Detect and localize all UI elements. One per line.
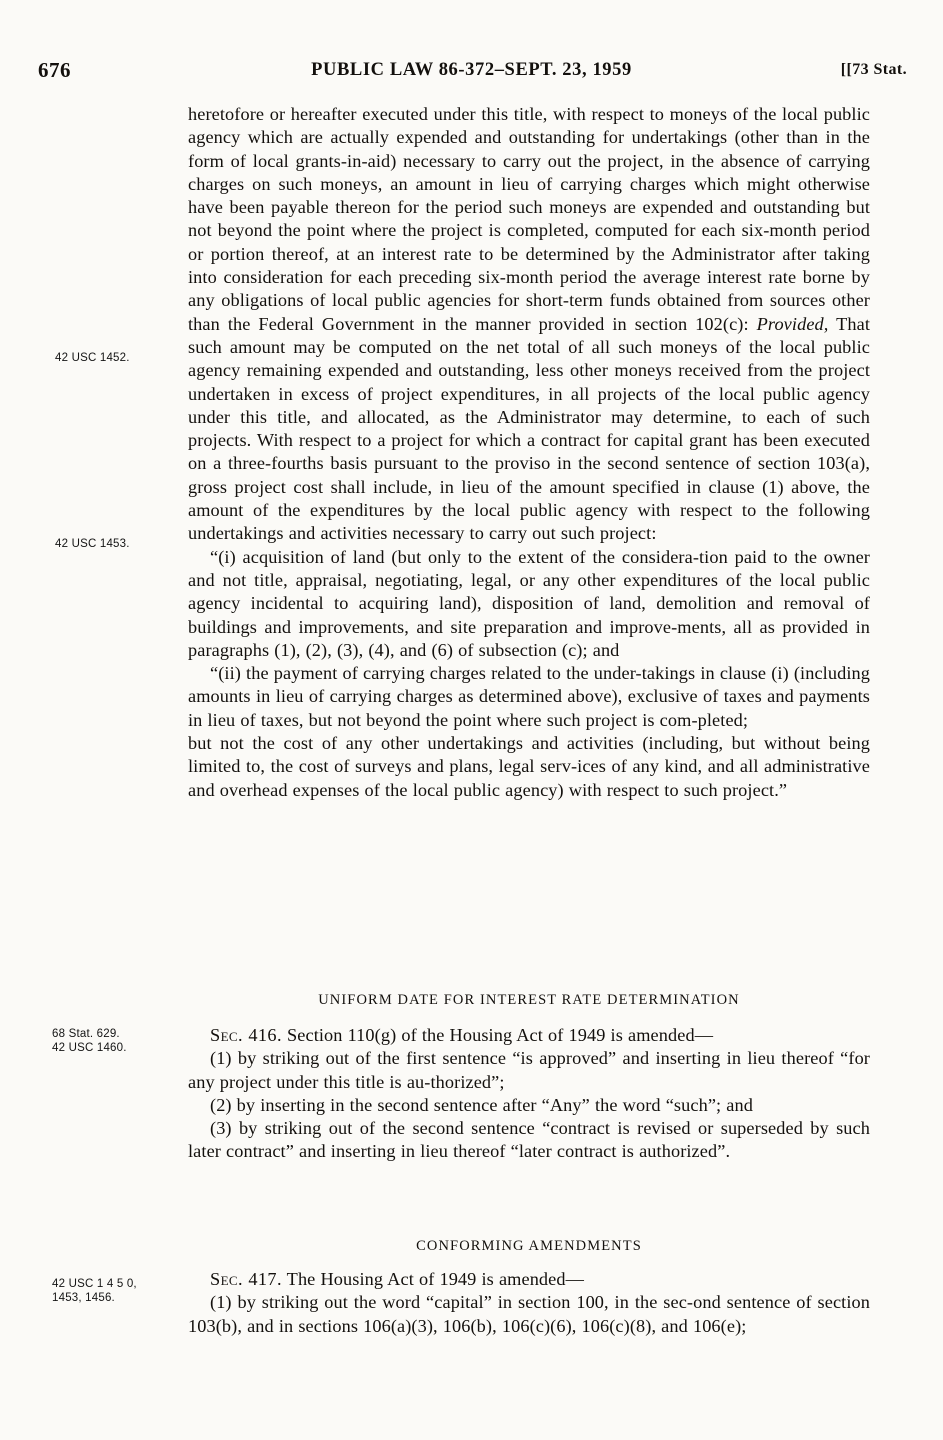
margin-note-line-2: 1453, 1456. bbox=[52, 1291, 115, 1304]
margin-note-line-2: 42 USC 1460. bbox=[52, 1041, 127, 1054]
margin-note-42-usc-1452: 42 USC 1452. bbox=[55, 352, 130, 364]
margin-note-68-stat-629 bbox=[52, 1028, 182, 1055]
statute-volume-reference: [[73 Stat. bbox=[840, 61, 907, 78]
clause-ii-text: “(ii) the payment of carrying charges related to the under-takings in clause (i) (including amounts in lieu of carrying charges as determined above), exclusive of taxes and payments in lieu of taxes, but not beyond the point where such project is com-pleted; bbox=[188, 663, 870, 730]
section-416-intro-text: Section 110(g) of the Housing Act of 1949 is amended— bbox=[287, 1025, 714, 1045]
statute-volume-text: [73 Stat. bbox=[846, 61, 907, 78]
section-416-body bbox=[188, 1024, 870, 1164]
section-417-item-1 bbox=[188, 1291, 870, 1338]
section-416-item-2 bbox=[188, 1094, 870, 1117]
section-416-item-1 bbox=[188, 1047, 870, 1094]
page-number: 676 bbox=[38, 58, 71, 82]
heading-conforming-amendments: CONFORMING AMENDMENTS bbox=[416, 1238, 642, 1254]
paragraph-clause-ii bbox=[188, 662, 870, 732]
margin-note-42-usc-1450 bbox=[52, 1278, 182, 1305]
section-416-intro bbox=[188, 1024, 870, 1047]
section-417-intro-text: The Housing Act of 1949 is amended— bbox=[286, 1269, 585, 1289]
section-417-body bbox=[188, 1268, 870, 1338]
paragraph-text-continued: That such amount may be computed on the net total of all such moneys of the local public agency remaining expended and outstanding, less other moneys received from the project undertaken in excess of project expenditures, in all projects of the local public agency under this title, and allocated, as the Administrator may determine, to each of such projects. With respect to a project for which a contract for capital grant has been executed on a three-fourths basis pursuant to the proviso in the second sentence of section 103(a), gross project cost shall include, in lieu of the amount specified in clause (1) above, the amount of the expenditures by the local public agency with respect to the following undertakings and activities necessary to carry out such project: bbox=[188, 313, 870, 544]
margin-note-42-usc-1453: 42 USC 1453. bbox=[55, 538, 130, 550]
section-416-label: Sec. 416. bbox=[210, 1025, 282, 1045]
exclusions-text: but not the cost of any other undertakings and activities (including, but without being limited to, the cost of surveys and plans, legal serv-ices of any kind, and all administrative and overhead expenses of the local public agency) with respect to such project.” bbox=[188, 733, 870, 800]
section-417-label: Sec. 417. bbox=[210, 1269, 282, 1289]
clause-i-text: “(i) acquisition of land (but only to the extent of the considera-tion paid to the owner and not title, appraisal, negotiating, legal, or any other expenditures of the local public agency incidental to acquiring land), disposition of land, demolition and removal of buildings and improvements, and site preparation and improve-ments, all as provided in paragraphs (1), (2), (3), (4), and (6) of subsection (c); and bbox=[188, 546, 870, 660]
item-text: (3) by striking out of the second sentence “contract is revised or superseded by such later contract” and inserting in lieu thereof “later contract is authorized”. bbox=[188, 1118, 870, 1162]
margin-note-line-1: 42 USC 1 4 5 0, bbox=[52, 1278, 137, 1290]
section-416-item-3 bbox=[188, 1117, 870, 1164]
proviso-italic: Provided, bbox=[756, 313, 829, 334]
paragraph-clause-i bbox=[188, 546, 870, 662]
running-head-title: PUBLIC LAW 86-372–SEPT. 23, 1959 bbox=[311, 60, 632, 80]
item-text: (2) by inserting in the second sentence after “Any” the word “such”; and bbox=[210, 1094, 753, 1115]
section-417-intro bbox=[188, 1268, 870, 1291]
body-column bbox=[188, 103, 870, 802]
item-text: (1) by striking out the word “capital” in section 100, in the sec-ond sentence of section 103(b), and in sections 106(a)(3), 106(b), 106(c)(6), 106(c)(8), and 106(e); bbox=[188, 1292, 870, 1336]
running-head bbox=[0, 58, 943, 84]
item-text: (1) by striking out of the first sentence “is approved” and inserting in lieu thereof “for any project under this title is au-thorized”; bbox=[188, 1048, 870, 1092]
paragraph-text: heretofore or hereafter executed under this title, with respect to moneys of the local public agency which are actually expended and outstanding for undertakings (other than in the form of local grants-in-aid) necessary to carry out the project, in the absence of carrying charges on such moneys, an amount in lieu of carrying charges which might otherwise have been payable thereon for the period such moneys are expended and outstanding but not beyond the point where the project is completed, computed for each six-month period or portion thereof, at an interest rate to be determined by the Administrator after taking into consideration for each preceding six-month period the average interest rate borne by any obligations of local public agencies for short-term funds obtained from sources other than the Federal Government in the manner provided in section 102(c): bbox=[188, 104, 870, 334]
paragraph-exclusions bbox=[188, 732, 870, 802]
margin-note-line-1: 68 Stat. 629. bbox=[52, 1028, 120, 1040]
paragraph-carrying-charges bbox=[188, 103, 870, 546]
heading-uniform-date: UNIFORM DATE FOR INTEREST RATE DETERMINATION bbox=[318, 992, 740, 1008]
